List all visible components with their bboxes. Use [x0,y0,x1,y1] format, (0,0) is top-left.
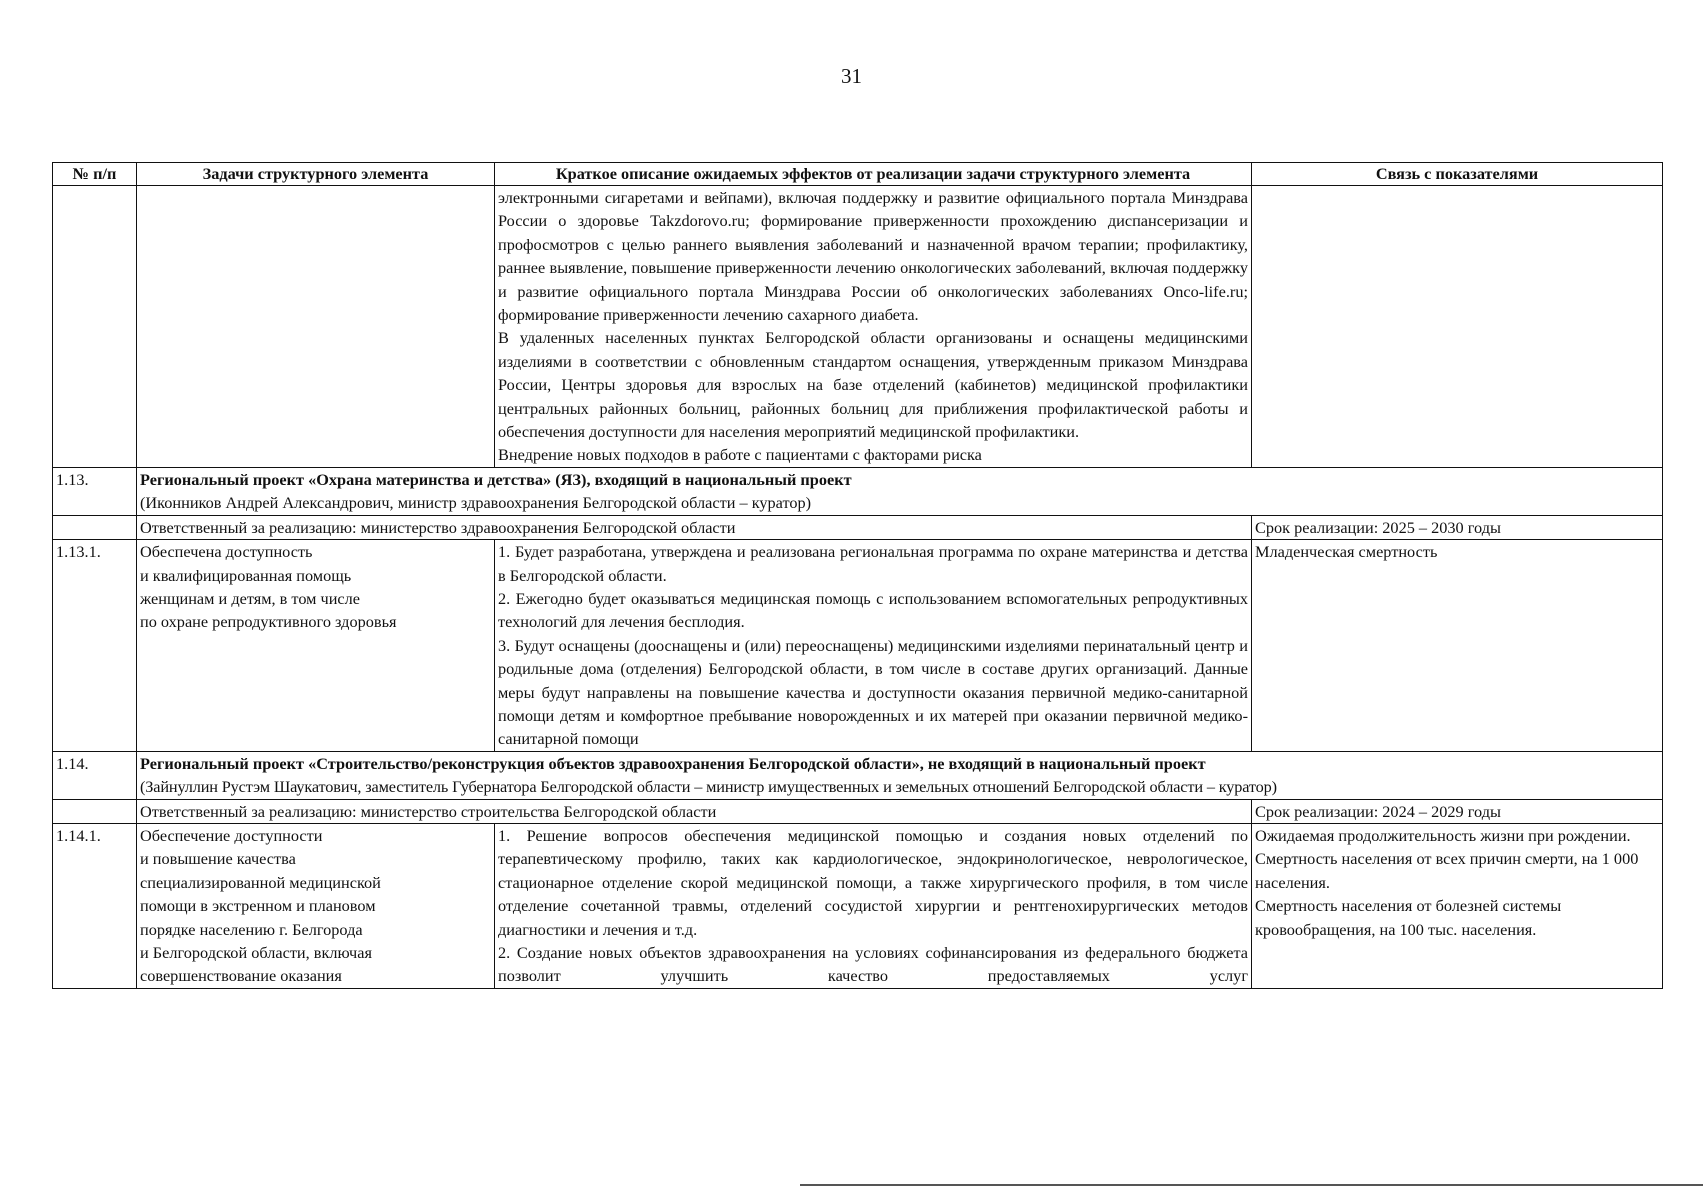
task-indicators [1252,823,1663,988]
project-curator: (Иконников Андрей Александрович, министр здравоохранения Белгородской области – куратор) [140,493,812,513]
project-num: 1.14. [53,751,137,799]
structural-elements-table [52,162,1663,989]
project-title-cell [137,751,1663,799]
task-line: совершенствование оказания [140,966,342,986]
task-effects [495,540,1252,752]
indicator-item: Смертность населения от болезней системы кровообращения, на 100 тыс. населения. [1255,896,1562,939]
task-line: и квалифицированная помощь [140,565,352,585]
task-num: 1.13.1. [53,540,137,752]
indicator-item: Младенческая смертность [1255,542,1438,562]
project-curator: (Зайнуллин Рустэм Шаукатович, заместитель Губернатора Белгородской области – министр имущественных и земельных отношений Белгородской области – куратор) [140,777,1277,797]
header-indicators: Связь с показателями [1252,163,1663,186]
table-header-row [53,163,1663,186]
task-line: помощи в экстренном и плановом [140,896,376,916]
effect-item: 3. Будут оснащены (дооснащены и (или) переоснащены) медицинскими изделиями перинатальный центр и родильные дома (отделения) Белгородской области, в том числе в составе других организаций. Данные меры будут направлены на повышение качества и доступности оказания первичной медико-санитарной помощи детям и комфортное пребывание новорожденных и их матерей при оказании первичной медико-санитарной помощи [498,635,1248,749]
responsible-row-1-13 [53,515,1663,539]
project-row-1-13 [53,467,1663,515]
indicator-item: Смертность населения от всех причин смерти, на 1 000 населения. [1255,849,1639,892]
effect-item: 1. Будет разработана, утверждена и реализована региональная программа по охране материнства и детства в Белгородской области. [498,542,1248,585]
task-line: женщинам и детям, в том числе [140,588,361,608]
task-line: по охране репродуктивного здоровья [140,612,397,632]
responsible-row-1-14 [53,799,1663,823]
continuation-num-cell [53,186,137,468]
task-line: Обеспечена доступность [140,542,313,562]
continuation-indicators-cell [1252,186,1663,468]
project-title: Региональный проект «Охрана материнства и детства» (ЯЗ), входящий в национальный проект [140,469,852,489]
task-indicators [1252,540,1663,752]
task-row-1-14-1 [53,823,1663,988]
header-tasks: Задачи структурного элемента [137,163,495,186]
task-line: и повышение качества [140,849,296,869]
task-description [137,823,495,988]
task-num: 1.14.1. [53,823,137,988]
project-row-1-14 [53,751,1663,799]
task-line: специализированной медицинской [140,872,381,892]
project-title: Региональный проект «Строительство/реконструкция объектов здравоохранения Белгородской области», не входящий в национальный проект [140,753,1206,773]
empty-num-cell [53,515,137,539]
continuation-effects-cell [495,186,1252,468]
project-title-cell [137,467,1663,515]
continuation-paragraph: электронными сигаретами и вейпами), включая поддержку и развитие официального портала Минздрава России о здоровье Takzdorovo.ru; формирование приверженности прохождению диспансеризации и профосмотров с целью раннего выявления заболеваний и назначенной врачом терапии; профилактику, раннее выявление, повышение приверженности лечению онкологических заболеваний, включая поддержку и развитие официального портала Минздрава России об онкологических заболеваниях Onco-life.ru; формирование приверженности лечению сахарного диабета. [498,188,1248,325]
header-num: № п/п [53,163,137,186]
continuation-paragraph: Внедрение новых подходов в работе с пациентами с факторами риска [498,445,982,465]
continuation-task-cell [137,186,495,468]
task-row-1-13-1 [53,540,1663,752]
task-line: и Белгородской области, включая [140,943,372,962]
task-effects [495,823,1252,988]
page-number: 31 [841,64,862,88]
effect-item: 1. Решение вопросов обеспечения медицинской помощью и создания новых отделений по терапевтическому профилю, таких как кардиологическое, эндокринологическое, неврологическое, стационарное отделение скорой медицинской помощи, а также хирургического профиля, в том числе отделение сочетанной травмы, отделений сосудистой хирургии и рентгенохирургических методов диагностики и лечения и т.д. [498,825,1248,939]
continuation-paragraph: В удаленных населенных пунктах Белгородской области организованы и оснащены медицинскими изделиями в соответствии с обновленным стандартом оснащения, утвержденным приказом Минздрава России, Центры здоровья для взрослых на базе отделений (кабинетов) медицинской профилактики центральных районных больниц, районных больниц для приближения профилактической работы и обеспечения доступности для населения мероприятий медицинской профилактики. [498,328,1248,442]
project-responsible: Ответственный за реализацию: министерство строительства Белгородской области [137,799,1252,823]
task-line: порядке населению г. Белгорода [140,919,363,939]
project-num: 1.13. [53,467,137,515]
task-line: Обеспечение доступности [140,825,323,845]
effect-item: 2. Ежегодно будет оказываться медицинская помощь с использованием вспомогательных репродуктивных технологий для лечения бесплодия. [498,588,1248,632]
indicator-item: Ожидаемая продолжительность жизни при рождении. [1255,825,1631,845]
scan-edge-line [800,1184,1703,1186]
project-term: Срок реализации: 2024 – 2029 годы [1252,799,1663,823]
continuation-row [53,186,1663,468]
project-term: Срок реализации: 2025 – 2030 годы [1252,515,1663,539]
empty-num-cell [53,799,137,823]
effect-item: 2. Создание новых объектов здравоохранения на условиях софинансирования из федерального бюджета позволит улучшить качество предоставляемых услуг [498,943,1248,986]
task-description [137,540,495,752]
header-effects: Краткое описание ожидаемых эффектов от реализации задачи структурного элемента [495,163,1252,186]
project-responsible: Ответственный за реализацию: министерство здравоохранения Белгородской области [137,515,1252,539]
